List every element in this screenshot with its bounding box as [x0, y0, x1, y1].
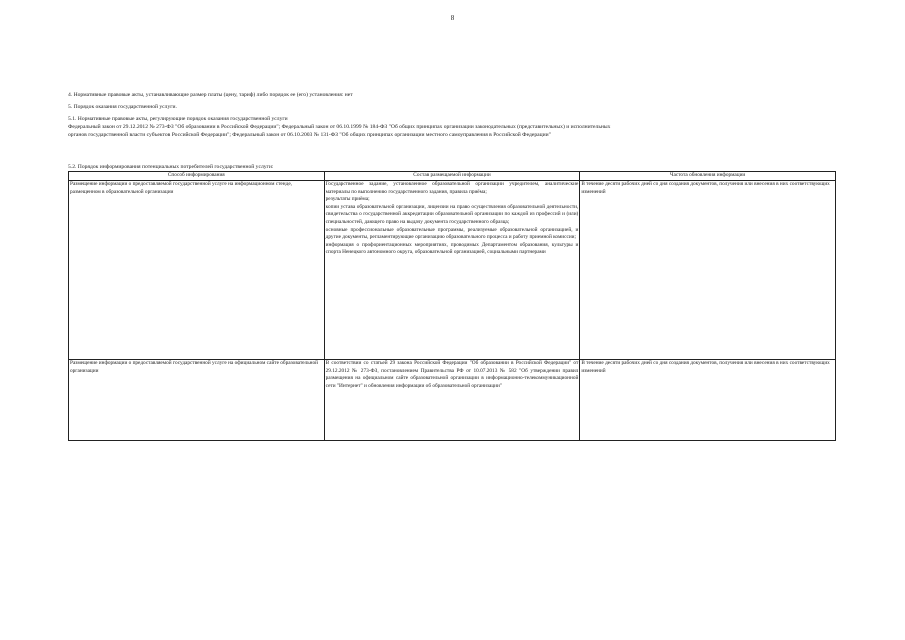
section-5-1-line-1: Федеральный закон от 29.12.2012 № 273-ФЗ "Об образовании в Российской Федерации"; Федеральный закон от 06.10.1999 № 184-ФЗ "Об общих принципах организации законодательных (представительных) и исполнительных [68, 124, 611, 130]
section-5-text: 5. Порядок оказания государственной услуги. [68, 104, 177, 110]
table-row [69, 360, 836, 441]
content-item: копии устава образовательной организации, лицензии на право осуществления образовательной деятельности, свидетельства о государственной аккредитации образовательной организации по каждой из профессий и (или) специальностей, дающего право на выдачу документа государственного образца; [325, 203, 579, 225]
cell-frequency: В течение десяти рабочих дней со дня создания документов, получения или внесения в них соответствующих изменений [580, 360, 836, 441]
section-5-procedure [68, 103, 848, 111]
section-5-1-line-2: органов государственной власти субъектов Российской Федерации"; Федеральный закон от 06.10.2003 № 131-ФЗ "Об общих принципах организации местного самоуправления в Российской Федерации" [68, 132, 551, 138]
content-item: результаты приёма; [325, 196, 370, 203]
cell-method: Размещение информации о предоставляемой государственной услуге на информационном стенде, размещенном в образовательной организации [69, 181, 325, 360]
table-row [69, 181, 836, 360]
section-5-1-title: 5.1. Нормативные правовые акты, регулирующие порядок оказания государственной услуги [68, 116, 288, 122]
table-header-row [69, 172, 836, 181]
informing-table [68, 171, 836, 441]
cell-frequency: В течение десяти рабочих дней со дня создания документов, получения или внесения в них соответствующих изменений [580, 181, 836, 360]
cell-method: Размещение информации о предоставляемой государственной услуге на официальном сайте образовательной организации [69, 360, 325, 441]
header-method: Способ информирования [69, 172, 325, 181]
header-content: Состав размещаемой информации [324, 172, 580, 181]
section-4-fee-acts [68, 91, 848, 99]
section-4-text: 4. Нормативные правовые акты, устанавливающие размер платы (цену, тариф) либо порядок ее (его) установления: нет [68, 92, 353, 98]
section-5-2-informing [68, 163, 848, 171]
content-item: Государственное задание, установленное образовательной организации учредителем, аналитические материалы по выполнению государственного задания, правила приёма; [325, 181, 579, 195]
cell-content [324, 181, 580, 360]
content-item: основные профессиональные образовательные программы, реализуемые образовательной организацией, и другие документы, регламентирующие организацию образовательного процесса и работу приемной комиссии; [325, 226, 579, 241]
cell-content [324, 360, 580, 441]
page-number: 8 [450, 14, 455, 22]
section-5-1-regulations [68, 115, 848, 139]
header-frequency: Частота обновления информации [580, 172, 836, 181]
content-item: В соответствии со статьей 29 закона Российской Федерации "Об образовании в Российской Федерации" от 29.12.2012 № 273-ФЗ, постановлением Правительства РФ от 10.07.2013 № 582 "Об утверждении правил размещения на официальном сайте образовательной организации в информационно-телекоммуникационной сети "Интернет" и обновления информации об образовательной организации" [325, 360, 579, 389]
content-item: информация о профориентационных мероприятиях, проводимых Департаментом образования, культуры и спорта Ненецкого автономного округа, образовательной организацией, социальными партнерами [325, 241, 579, 256]
section-5-2-title: 5.2. Порядок информирования потенциальных потребителей государственной услуги: [68, 164, 274, 170]
